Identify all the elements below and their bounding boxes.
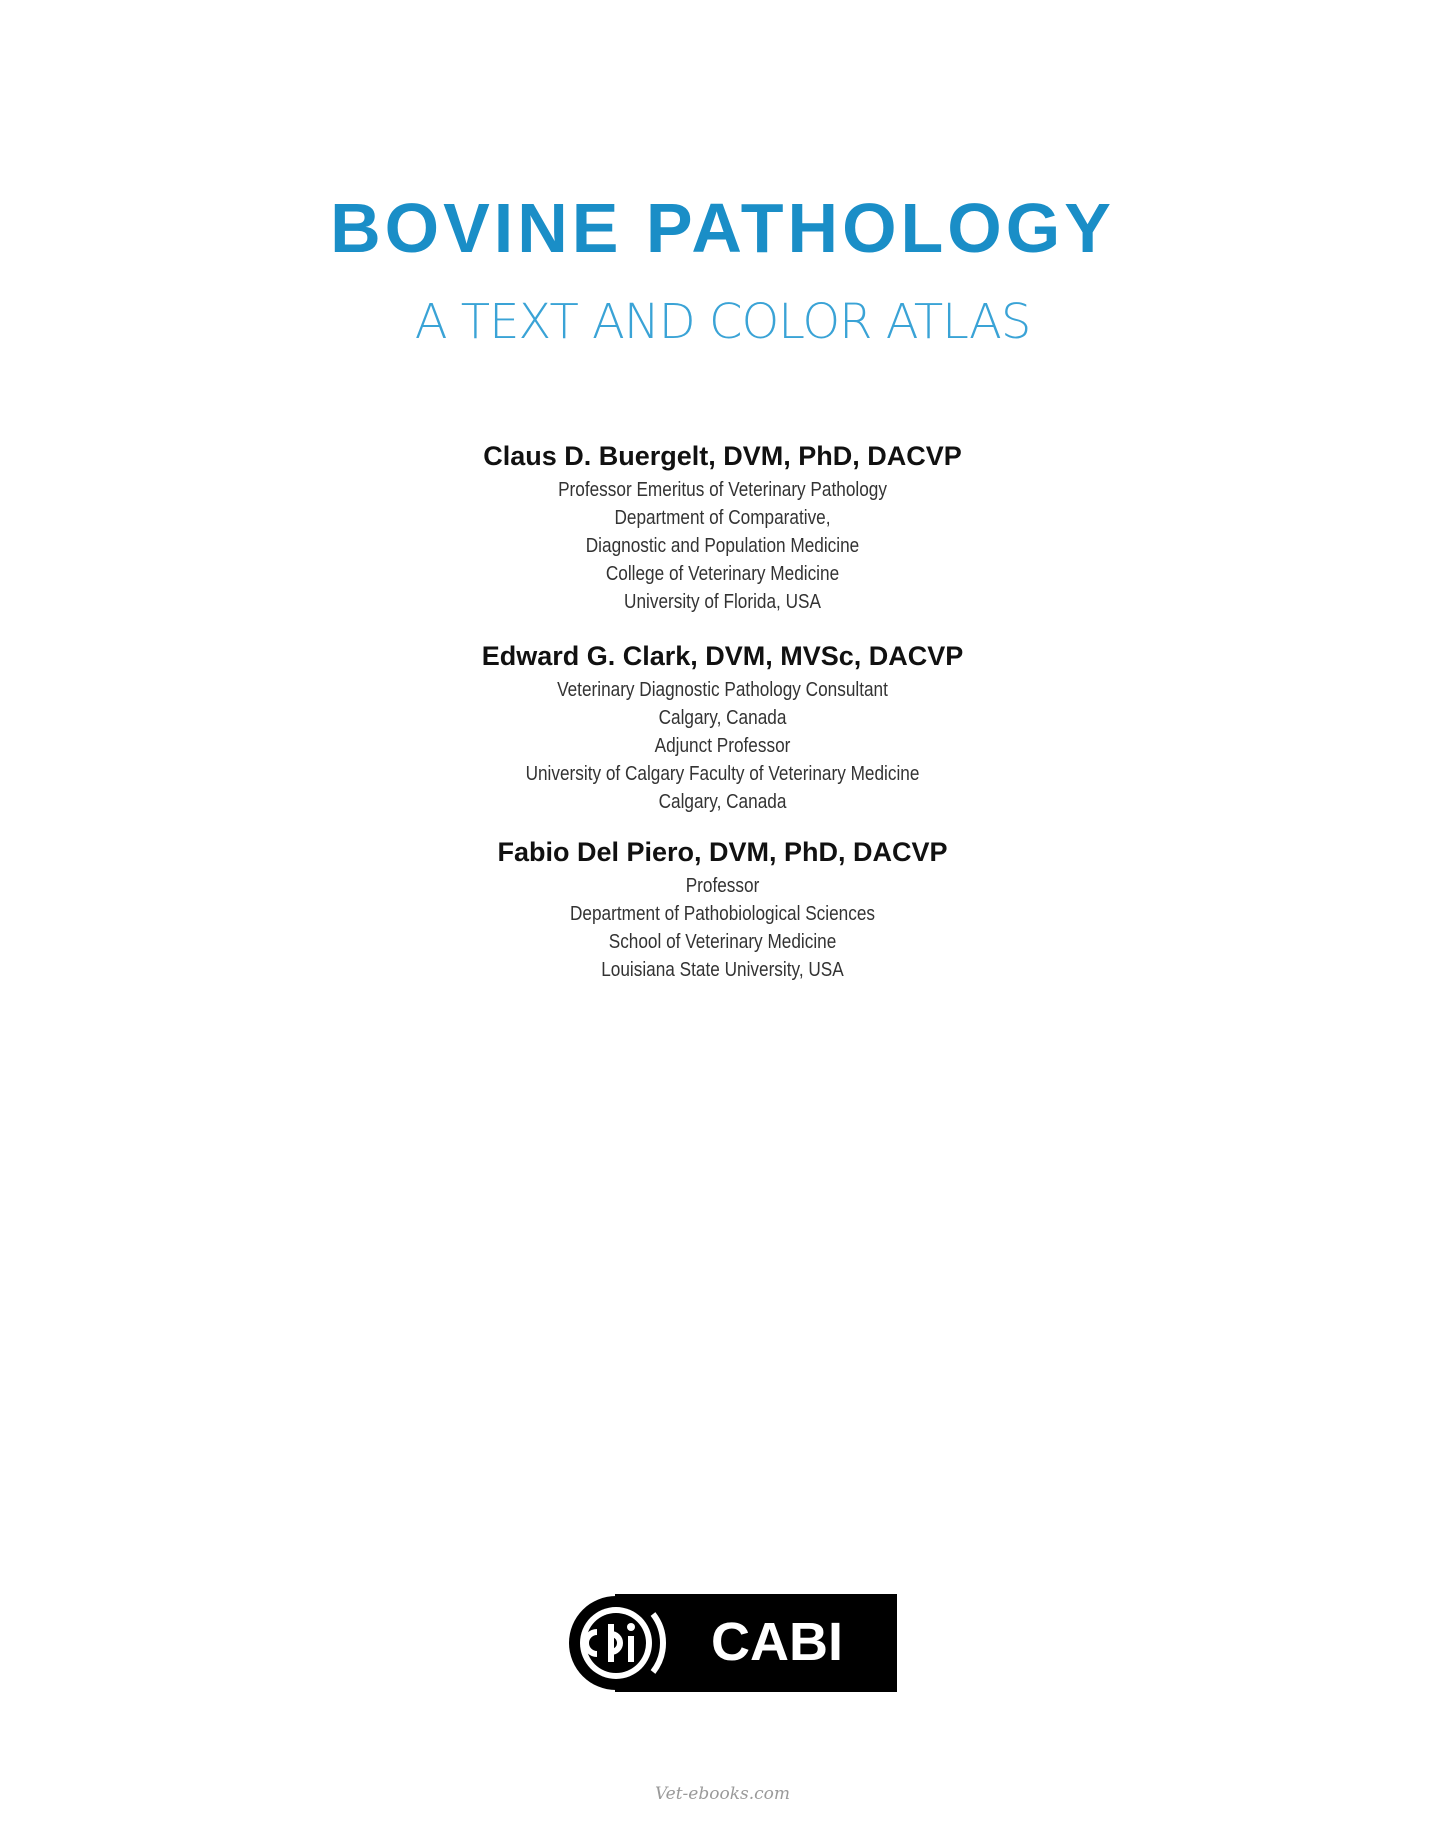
affiliation-line: University of Florida, USA xyxy=(624,591,821,613)
cabi-logo-icon xyxy=(569,1596,663,1690)
affiliation-line: College of Veterinary Medicine xyxy=(605,563,840,585)
affiliation-line: Louisiana State University, USA xyxy=(601,959,844,981)
author-block xyxy=(0,438,1445,616)
author-block xyxy=(0,638,1445,816)
cabi-logo xyxy=(567,1594,897,1692)
book-title: BOVINE PATHOLOGY xyxy=(330,189,1115,267)
author-name: Fabio Del Piero, DVM, PhD, DACVP xyxy=(497,837,948,867)
affiliation-line: University of Calgary Faculty of Veterinary Medicine xyxy=(525,763,920,785)
author-name: Claus D. Buergelt, DVM, PhD, DACVP xyxy=(483,441,962,471)
logo-text: CABI xyxy=(711,1612,843,1672)
affiliation-line: Department of Comparative, xyxy=(614,507,831,529)
affiliation-line: Diagnostic and Population Medicine xyxy=(585,535,860,557)
affiliation-line: School of Veterinary Medicine xyxy=(608,931,837,953)
affiliation-line: Department of Pathobiological Sciences xyxy=(569,903,876,925)
affiliation-line: Calgary, Canada xyxy=(658,707,787,729)
affiliation-line: Adjunct Professor xyxy=(654,735,791,757)
affiliation-line: Veterinary Diagnostic Pathology Consultant xyxy=(557,679,888,701)
affiliation-line: Calgary, Canada xyxy=(658,791,787,813)
publisher-logo xyxy=(567,1594,897,1692)
author-block xyxy=(0,834,1445,984)
book-subtitle: A TEXT AND COLOR ATLAS xyxy=(414,294,1031,350)
author-name: Edward G. Clark, DVM, MVSc, DACVP xyxy=(481,641,964,671)
watermark: Vet-ebooks.com xyxy=(654,1784,791,1804)
affiliation-line: Professor xyxy=(685,875,760,897)
affiliation-line: Professor Emeritus of Veterinary Pathology xyxy=(558,479,887,501)
